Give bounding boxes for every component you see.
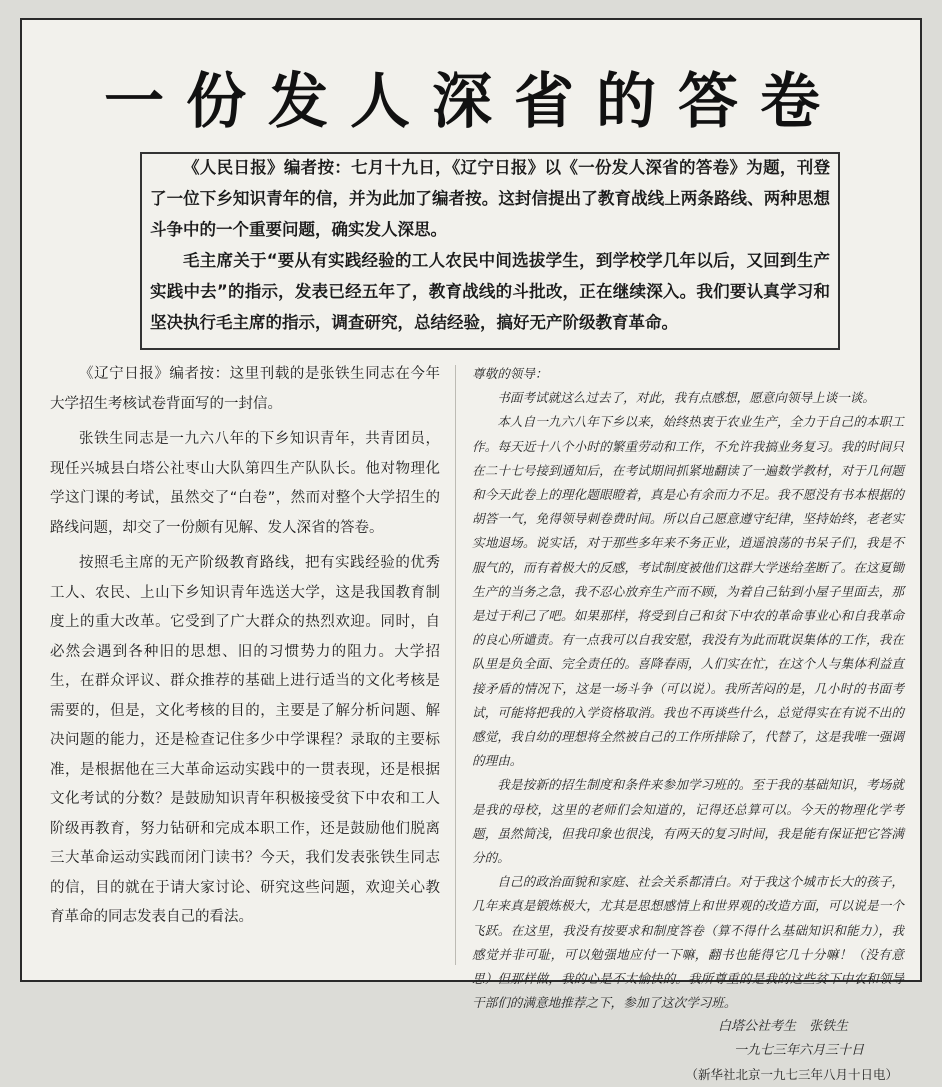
- left-paragraph-3: 按照毛主席的无产阶级教育路线，把有实践经验的优秀工人、农民、上山下乡知识青年选送大学，这是我国教育制度上的重大改革。它受到了广大群众的热烈欢迎。同时，自必然会遇到各种旧的思想、旧的习惯势力的阻力。大学招生，在群众评议、群众推荐的基础上进行适当的文化考核是需要的，但是，文化考核的目的，主要是了解分析问题、解决问题的能力，还是检查记住多少中学课程？录取的主要标准，是根据他在三大革命运动实践中的一贯表现，还是根据文化考试的分数？是鼓励知识青年积极接受贫下中农和工人阶级再教育，努力钻研和完成本职工作，还是鼓励他们脱离三大革命运动实践而闭门读书？今天，我们发表张铁生同志的信，目的就在于请大家讨论、研究这些问题，欢迎关心教育革命的同志发表自己的看法。: [50, 555, 440, 925]
- letter-signature: 白塔公社考生 张铁生: [717, 1019, 848, 1035]
- newspaper-page: [20, 18, 922, 1083]
- editor-note-paragraph-1: 《人民日报》编者按：七月十九日，《辽宁日报》以《一份发人深省的答卷》为题，刊登了一位下乡知识青年的信，并为此加了编者按。这封信提出了教育战线上两条路线、两种思想斗争中的一个重要问题，确实发人深思。: [150, 158, 830, 239]
- letter-paragraph-1: 书面考试就这么过去了，对此，我有点感想，愿意向领导上谈一谈。: [497, 390, 875, 406]
- liaoning-editor-note: 《辽宁日报》编者按：这里刊载的是张铁生同志在今年大学招生考核试卷背面写的一封信。: [50, 366, 440, 412]
- article-title: 一份发人深省的答卷: [104, 67, 842, 137]
- editor-box-bottom-rule: [140, 348, 840, 350]
- letter-salutation: 尊敬的领导：: [472, 366, 548, 381]
- right-column-letter: [472, 362, 904, 1083]
- left-paragraph-2: 张铁生同志是一九六八年的下乡知识青年，共青团员，现任兴城县白塔公社枣山大队第四生产队队长。他对物理化学这门课的考试，虽然交了“白卷”，然而对整个大学招生的路线问题，却交了一份颇有见解、发人深省的答卷。: [50, 431, 440, 536]
- left-column: [50, 360, 440, 970]
- letter-paragraph-2: 本人自一九六八年下乡以来，始终热衷于农业生产，全力于自己的本职工作。每天近十八个小时的繁重劳动和工作，不允许我搞业务复习。我的时间只在二十七号接到通知后，在考试期间抓紧地翻读了一遍数学教材，对于几何题和今天此卷上的理化题眼瞪着，真是心有余而力不足。我不愿没有书本根据的胡答一气，免得领导刺卷费时间。所以自己愿意遵守纪律，坚持始终，老老实实地退场。说实话，对于那些多年来不务正业，逍遥浪荡的书呆子们，我是不服气的，而有着极大的反感，考试制度被他们这群大学迷给垄断了。在这夏锄生产的当务之急，我不忍心放弃生产而不顾，为着自己钻到小屋子里面去，那是过于利己了吧。如果那样，将受到自己和贫下中农的革命事业心和自我革命的良心所谴责。有一点我可以自我安慰，我没有为此而耽误集体的工作，我在队里是负全面、完全责任的。喜降春雨，人们实在忙，在这个人与集体利益直接矛盾的情况下，这是一场斗争（可以说）。我所苦闷的是，几小时的书面考试，可能将把我的入学资格取消。我也不再谈些什么，总觉得实在有说不出的感觉，我自幼的理想将全然被自己的工作所排除了，代替了，这是我唯一强调的理由。: [472, 414, 904, 769]
- news-dateline: （新华社北京一九七三年八月十日电）: [685, 1067, 898, 1083]
- letter-date: 一九七三年六月三十日: [733, 1043, 864, 1059]
- editor-note-box: [140, 152, 840, 348]
- letter-paragraph-3: 我是按新的招生制度和条件来参加学习班的。至于我的基础知识，考场就是我的母校，这里的老师们会知道的，记得还总算可以。今天的物理化学考题，虽然简浅，但我印象也很浅，有两天的复习时间，我是能有保证把它答满分的。: [472, 777, 904, 866]
- letter-paragraph-4: 自己的政治面貌和家庭、社会关系都清白。对于我这个城市长大的孩子，几年来真是锻炼极大，尤其是思想感情上和世界观的改造方面，可以说是一个飞跃。在这里，我没有按要求和制度答卷（算不得什么基础知识和能力），我感觉并非可耻，可以勉强地应付一下嘛，翻书也能得它几十分嘛！（没有意思）但那样做，我的心是不太愉快的。我所尊重的是我的这些贫下中农和领导干部们的满意地推荐之下，参加了这次学习班。: [472, 874, 904, 1011]
- column-divider: [455, 365, 456, 965]
- editor-note-paragraph-2: 毛主席关于“要从有实践经验的工人农民中间选拔学生，到学校学几年以后，又回到生产实践中去”的指示，发表已经五年了，教育战线的斗批改，正在继续深入。我们要认真学习和坚决执行毛主席的指示，调查研究，总结经验，搞好无产阶级教育革命。: [150, 251, 830, 332]
